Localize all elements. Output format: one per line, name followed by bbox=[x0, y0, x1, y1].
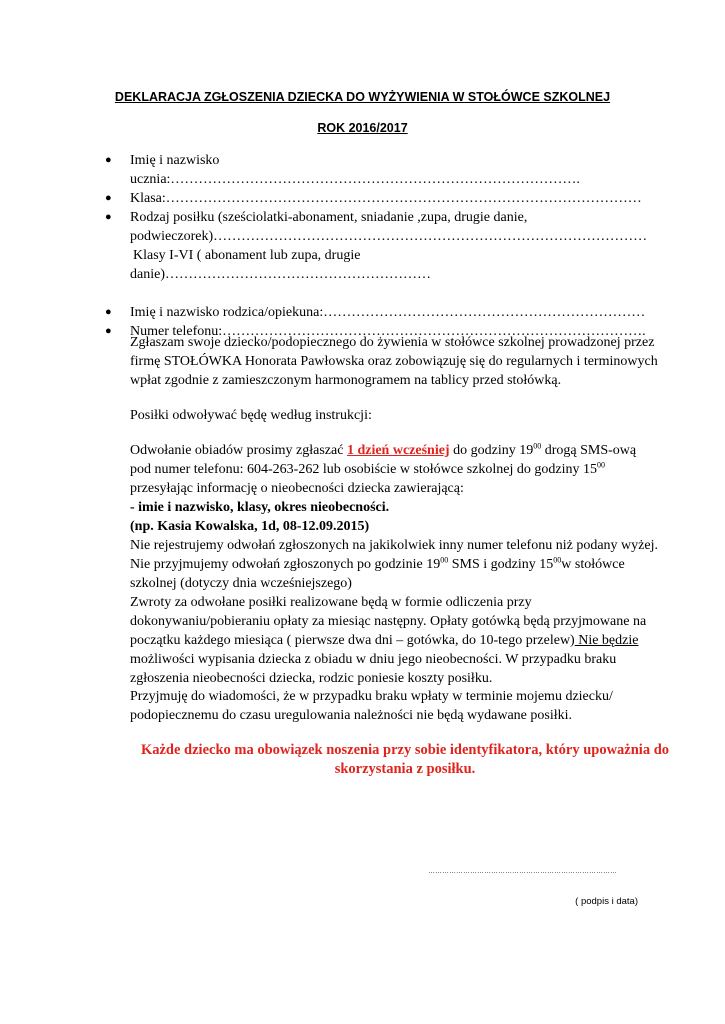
student-name-field[interactable]: ● Imię i nazwisko ucznia:……………………………………………………………………………. bbox=[105, 153, 580, 187]
cancellation-instructions: Odwołanie obiadów prosimy zgłaszać 1 dzień wcześniej do godziny $19^{00}$ drogą SMS-ową pod numer telefonu: 604-263-262 lub osobiście w stołówce szkolnej do godziny $15^{00}$ przesyłając informację o nieobecności dziecka zawierającą: - imie i nazwisko, klasy, okres nieobecności. (np. Kasia Kowalska, 1d, 08-12.09.2015) Nie rejestrujemy odwołań zgłoszonych na jakikolwiek inny numer telefonu niż podany wyżej. Nie przyjmujemy odwołań zgłoszonych po godzinie $19^{00}$ SMS i godziny $15^{00}w$ stołówce szkolnej (dotyczy dnia wcześniejszego) Zwroty za odwołane posiłki realizowane będą w formie odliczenia przy dokonywaniu/pobieraniu opłaty za miesiąc następny. Opłaty gotówką będą przyjmowane na początku każdego miesiąca ( pierwsze dwa dni – gotówka, do 10-tego przelew) Nie będzie możliwości wypisania dziecka z obiadu w dniu jego nieobecności. W przypadku braku zgłoszenia nieobecności dziecka, rodzic poniesie koszty posiłku. bbox=[130, 441, 658, 686]
bullet-icon: ● bbox=[105, 154, 112, 166]
signature-line[interactable]: ……………………………………………………………………… bbox=[428, 868, 617, 875]
signature-label: ( podpis i data) bbox=[575, 896, 638, 907]
enrollment-statement: Zgłaszam swoje dziecko/podopiecznego do żywienia w stołówce szkolnej prowadzonej przez firmę STOŁÓWKA Honorata Pawłowska oraz zobowiązuję się do regularnych i terminowych wpłat zgodnie z zamieszczonym harmonogramem na tablicy przed stołówką. bbox=[130, 335, 658, 388]
phone-field[interactable]: ● Numer telefonu:………………………………………………………………………………. bbox=[105, 324, 646, 339]
cancellation-intro: Posiłki odwoływać będę według instrukcji: bbox=[130, 408, 372, 423]
parent-name-field[interactable]: ● Imię i nazwisko rodzica/opiekuna:…………………………………………………………… bbox=[105, 305, 646, 320]
bullet-icon: ● bbox=[105, 211, 112, 223]
declaration-fields bbox=[102, 151, 662, 341]
meal-type-field[interactable]: ● Rodzaj posiłku (sześciolatki-abonament, sniadanie ,zupa, drugie danie, podwieczorek)………………………………………………………………………………… Klasy I-VI ( abonament lub zupa, drugie danie)………………………………………………… bbox=[105, 210, 648, 282]
spacer bbox=[102, 284, 662, 303]
document-title: DEKLARACJA ZGŁOSZENIA DZIECKA DO WYŻYWIENIA W STOŁÓWCE SZKOLNEJ bbox=[114, 90, 611, 104]
bullet-icon: ● bbox=[105, 192, 112, 204]
payment-acknowledgement: Przyjmuję do wiadomości, że w przypadku braku wpłaty w terminie mojemu dziecku/ podopiecznemu do czasu uregulowania należności nie będą wydawane posiłki. bbox=[130, 689, 613, 723]
deadline-highlight: 1 dzień wcześniej bbox=[346, 443, 450, 458]
id-card-notice: Każde dziecko ma obowiązek noszenia przy sobie identyfikatora, który upoważnia do skorzystania z posiłku. bbox=[140, 742, 670, 777]
class-field[interactable]: ● Klasa:………………………………………………………………………………………… bbox=[105, 191, 642, 206]
bullet-icon: ● bbox=[105, 325, 112, 337]
bullet-icon: ● bbox=[105, 306, 112, 318]
school-year: ROK 2016/2017 bbox=[317, 121, 408, 135]
example-info: (np. Kasia Kowalska, 1d, 08-12.09.2015) bbox=[130, 519, 370, 534]
required-info: - imie i nazwisko, klasy, okres nieobecności. bbox=[130, 500, 390, 515]
